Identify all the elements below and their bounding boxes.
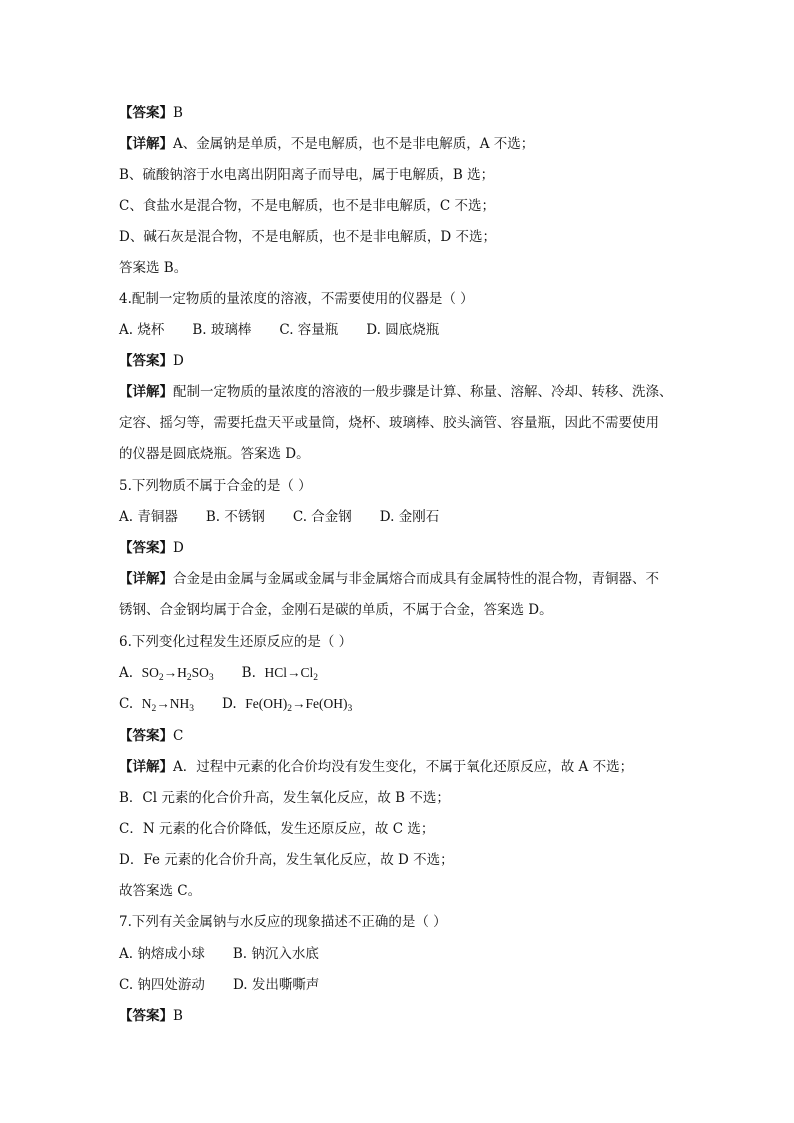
question-6-options-cd: [119, 695, 352, 718]
option-a: A. 青铜器: [119, 509, 178, 525]
explanation-text: A、金属钠是单质，不是电解质，也不是非电解质，A 不选；: [173, 136, 535, 152]
explanation-line: B．Cl 元素的化合价升高，发生氧化反应，故 B 不选；: [119, 790, 450, 806]
answer-label: 【答案】: [119, 353, 173, 369]
explanation-line: 锈钢、合金钢均属于合金，金刚石是碳的单质，不属于合金，答案选 D。: [119, 602, 553, 618]
explanation-line: [119, 383, 673, 401]
explanation-line: 故答案选 C。: [119, 883, 202, 899]
option-b: B. 不锈钢: [205, 509, 265, 525]
option-c: C. 合金钢: [292, 509, 352, 525]
explanation-line: C．N 元素的化合价降低，发生还原反应，故 C 选；: [119, 821, 435, 837]
question-7-options-cd: [119, 976, 319, 994]
answer-line-q3: [119, 104, 183, 122]
explanation-line: [119, 570, 659, 588]
question-7: 7.下列有关金属钠与水反应的现象描述不正确的是（ ）: [119, 914, 447, 930]
answer-value: B: [173, 1008, 183, 1024]
answer-line-q4: [119, 352, 184, 370]
option-d: D. 发出嘶嘶声: [232, 977, 320, 993]
option-b: B. 玻璃棒: [192, 322, 252, 338]
question-5: 5.下列物质不属于合金的是（ ）: [119, 478, 312, 494]
explanation-line: 答案选 B。: [119, 260, 188, 276]
explanation-line: [119, 135, 534, 153]
answer-value: D: [173, 353, 184, 369]
explanation-line: C、食盐水是混合物，不是电解质，也不是非电解质，C 不选；: [119, 198, 495, 214]
question-6: 6.下列变化过程发生还原反应的是（ ）: [119, 634, 353, 650]
question-4: 4.配制一定物质的量浓度的溶液，不需要使用的仪器是（ ）: [119, 291, 474, 307]
question-7-options-ab: [119, 945, 319, 963]
explanation-text: A．过程中元素的化合价均没有发生变化，不属于氧化还原反应，故 A 不选；: [173, 759, 634, 775]
option-c: C. 钠四处游动: [119, 977, 205, 993]
explanation-line: 的仪器是圆底烧瓶。答案选 D。: [119, 446, 310, 462]
answer-label: 【答案】: [119, 540, 173, 556]
option-d: D. 圆底烧瓶: [366, 322, 440, 338]
question-4-options: [119, 321, 439, 339]
answer-label: 【答案】: [119, 728, 173, 744]
explanation-label: 【详解】: [119, 571, 173, 587]
question-5-options: [119, 508, 439, 526]
explanation-text: 配制一定物质的量浓度的溶液的一般步骤是计算、称量、溶解、冷却、转移、洗涤、: [173, 384, 673, 400]
explanation-label: 【详解】: [119, 384, 173, 400]
answer-line-q5: [119, 539, 184, 557]
answer-line-q6: [119, 727, 183, 745]
explanation-line: D．Fe 元素的化合价升高，发生氧化反应，故 D 不选；: [119, 852, 454, 868]
option-c: C. 容量瓶: [279, 322, 339, 338]
option-a: A. 烧杯: [119, 322, 165, 338]
explanation-label: 【详解】: [119, 136, 173, 152]
answer-value: B: [173, 105, 183, 121]
option-a: A. 钠熔成小球: [119, 946, 205, 962]
option-d: D. $Fe(OH)_2\to Fe(OH)_3$: [221, 696, 353, 714]
answer-value: D: [173, 540, 184, 556]
option-c: C. $N_2\to NH_3$: [119, 696, 194, 714]
option-b: B. $HCl\to Cl_2$: [241, 665, 318, 683]
explanation-line: B、硫酸钠溶于水电离出阴阳离子而导电，属于电解质，B 选；: [119, 167, 495, 183]
explanation-label: 【详解】: [119, 759, 173, 775]
option-a: A. $SO_2\to H_2SO_3$: [119, 665, 214, 683]
explanation-text: 合金是由金属与金属或金属与非金属熔合而成具有金属特性的混合物，青铜器、不: [173, 571, 659, 587]
explanation-line: [119, 758, 633, 776]
option-b: B. 钠沉入水底: [232, 946, 319, 962]
answer-value: C: [173, 728, 184, 744]
question-6-options-ab: [119, 664, 318, 687]
explanation-line: D、碱石灰是混合物，不是电解质，也不是非电解质，D 不选；: [119, 229, 496, 245]
explanation-line: 定容、摇匀等，需要托盘天平或量筒，烧杯、玻璃棒、胶头滴管、容量瓶，因此不需要使用: [119, 415, 659, 431]
answer-line-q7: [119, 1007, 183, 1025]
answer-label: 【答案】: [119, 105, 173, 121]
answer-label: 【答案】: [119, 1008, 173, 1024]
option-d: D. 金刚石: [379, 509, 440, 525]
